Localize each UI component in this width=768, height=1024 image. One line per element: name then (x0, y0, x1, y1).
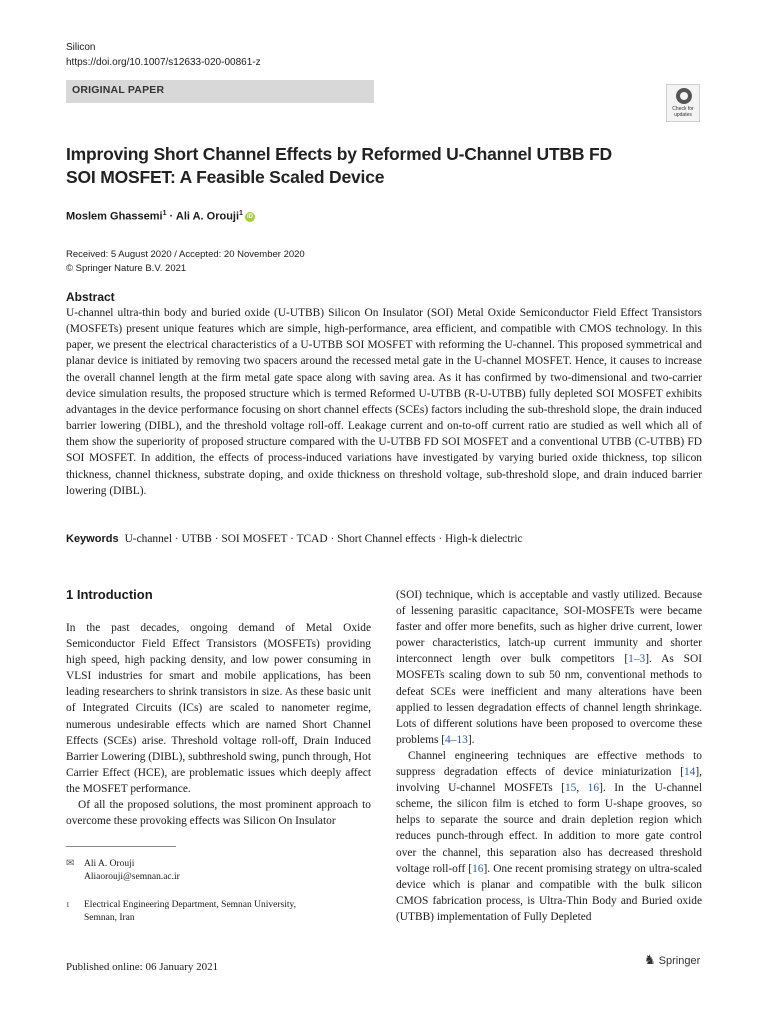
article-type-banner: ORIGINAL PAPER (66, 80, 374, 103)
paragraph: In the past decades, ongoing demand of Metal Oxide Semiconductor Field Effect Transistors (MOSFETs) providing high speed, high packing density, and low power consuming in VLSI industries for smart and mobile applications, has been leading researchers to shrink transistors in size. As these basic unit of Integrated Circuits (ICs) are scaled to nanometer regime, numerous undesirable effects which are named Short Channel Effects (SCEs) arise. Threshold voltage roll-off, Drain Induced Barrier Lowering (DIBL), subthreshold swing, punch through, Hot Carrier Effect (HCE), are problematic issues which deeply affect the MOSFET performance. (66, 622, 371, 795)
citation-link[interactable]: 14 (683, 766, 696, 779)
publisher-logo (644, 953, 700, 968)
published-online-date: Published online: 06 January 2021 (66, 961, 219, 973)
title-line-2: SOI MOSFET: A Feasible Scaled Device (66, 167, 385, 187)
springer-horse-icon: ♞ (644, 952, 656, 967)
paragraph (396, 587, 702, 748)
affiliation-line-2: Semnan, Iran (84, 913, 135, 923)
orcid-icon[interactable]: iD (246, 213, 253, 220)
copyright-notice: © Springer Nature B.V. 2021 (66, 263, 187, 274)
corresponding-author-footnote (66, 857, 180, 884)
received-accepted-dates: Received: 5 August 2020 / Accepted: 20 November 2020 (66, 249, 305, 260)
affiliation-marker: 1 (162, 210, 167, 217)
crossmark-icon (676, 88, 692, 104)
affiliation-marker: 1 (239, 210, 243, 217)
citation-link[interactable]: 4–13 (445, 733, 468, 746)
paper-title (66, 143, 626, 189)
section-heading: 1 Introduction (66, 587, 153, 602)
text-run: Channel engineering techniques are effective methods to suppress degradation effects of device miniaturization [ (396, 749, 702, 779)
journal-name: Silicon (66, 42, 96, 53)
text-run: ]. In the U-channel scheme, the silicon film is etched to form U-shape grooves, so helps to separate the source and drain depletion region which reduces punch-through effect. In addition to more gate control over the channel, this separation also has decreased threshold voltage roll-off [ (396, 782, 703, 875)
keywords-list: U-channel · UTBB · SOI MOSFET · TCAD · Short Channel effects · High-k dielectric (124, 533, 523, 545)
text-run: ]. One recent promising strategy on ultra-scaled device which is planar and compatible with the bulk silicon CMOS fabrication process, is Ultra-Thin Body and Buried oxide (UTBB) implementation of Fully Depleted (396, 862, 703, 923)
affiliation-number: 1 (66, 901, 70, 909)
citation-link[interactable]: 15 (564, 782, 577, 795)
abstract-heading: Abstract (66, 290, 115, 304)
body-column-right (396, 587, 702, 925)
text-run: ]. As SOI MOSFETs scaling down to sub 50 nm, conventional methods to defeat SCEs were inefficient and many alterations have been applied to lessen degradation effects of channel length shrinkage. Lots of different solutions have been proposed to overcome these problems [ (396, 653, 702, 746)
paragraph (396, 748, 702, 925)
affiliation-footnote (66, 899, 296, 925)
author-list (66, 207, 255, 224)
citation-link[interactable]: 16 (472, 862, 484, 875)
text-run: , (576, 782, 588, 795)
text-run: ], involving U-channel MOSFETs [ (396, 766, 702, 795)
author-separator: · (166, 210, 176, 223)
corresponding-author-email[interactable]: Aliaorouji@semnan.ac.ir (84, 872, 180, 882)
check-for-updates-badge[interactable] (666, 84, 700, 122)
text-run: (SOI) technique, which is acceptable and vastly utilized. Because of lessening parasitic capacitance, SOI-MOSFETs were became faster and offer more benefits, such as higher drive current, lower power characteristics, latch-up current immunity and shorter interconnect length over bulk competitors [ (396, 589, 702, 666)
corresponding-author-name: Ali A. Orouji (84, 859, 135, 869)
footnote-divider (66, 846, 176, 847)
abstract-body: U-channel ultra-thin body and buried oxide (U-UTBB) Silicon On Insulator (SOI) Metal Oxide Semiconductor Field Effect Transistors (MOSFETs) present unique features which are simple, high-performance, area efficient, and compatible with CMOS technology. In this paper, we present the electrical characteristics of a U-UTBB SOI MOSFET with reforming the U-channel. This proposed symmetrical and planar device is initiated by removing two spacers around the recessed metal gate in the U-channel MOSFET. Hence, it causes to increase the overall channel length at the firm metal gate space along with saving area. As it has confirmed by two-dimensional and two-carrier device simulation results, the proposed structure which is termed Reformed U-UTBB (R-U-UTBB) fully depleted SOI MOSFET exhibits advantages in the device performance focusing on short channel effects (SCEs) factors including the sub-threshold slope, the drain induced barrier lowering (DIBL), and the threshold voltage roll-off. Leakage current and on-to-off current ratio are studied as well which all of them show the superiority of proposed structure compared with the U-UTBB FD SOI MOSFET and a conventional UTBB (C-UTBB) FD SOI MOSFET. In addition, the effects of process-induced variations have investigated by varying buried oxide thickness, top silicon thickness, channel thickness, substrate doping, and oxide thickness on threshold voltage, sub-threshold slope, and drain induced barrier lowering (DIBL). (66, 307, 702, 497)
publisher-name: Springer (658, 955, 701, 967)
author-name[interactable]: Ali A. Orouji (175, 210, 240, 223)
crossmark-label: Check for updates (672, 106, 694, 118)
keywords-line (66, 532, 523, 547)
citation-link[interactable]: 16 (587, 782, 600, 795)
text-run: ]. (467, 733, 475, 746)
affiliation-line-1: Electrical Engineering Department, Semnan University, (84, 900, 297, 910)
body-column-left (66, 620, 371, 829)
doi-link[interactable]: https://doi.org/10.1007/s12633-020-00861-z (66, 57, 261, 68)
citation-link[interactable]: 1–3 (628, 653, 646, 666)
paragraph: Of all the proposed solutions, the most prominent approach to overcome these provoking effects was Silicon On Insulator (66, 799, 371, 828)
envelope-icon: ✉ (66, 858, 75, 869)
author-name[interactable]: Moslem Ghassemi (66, 210, 163, 223)
keywords-heading: Keywords (66, 533, 119, 545)
title-line-1: Improving Short Channel Effects by Reformed U-Channel UTBB FD (66, 144, 612, 164)
